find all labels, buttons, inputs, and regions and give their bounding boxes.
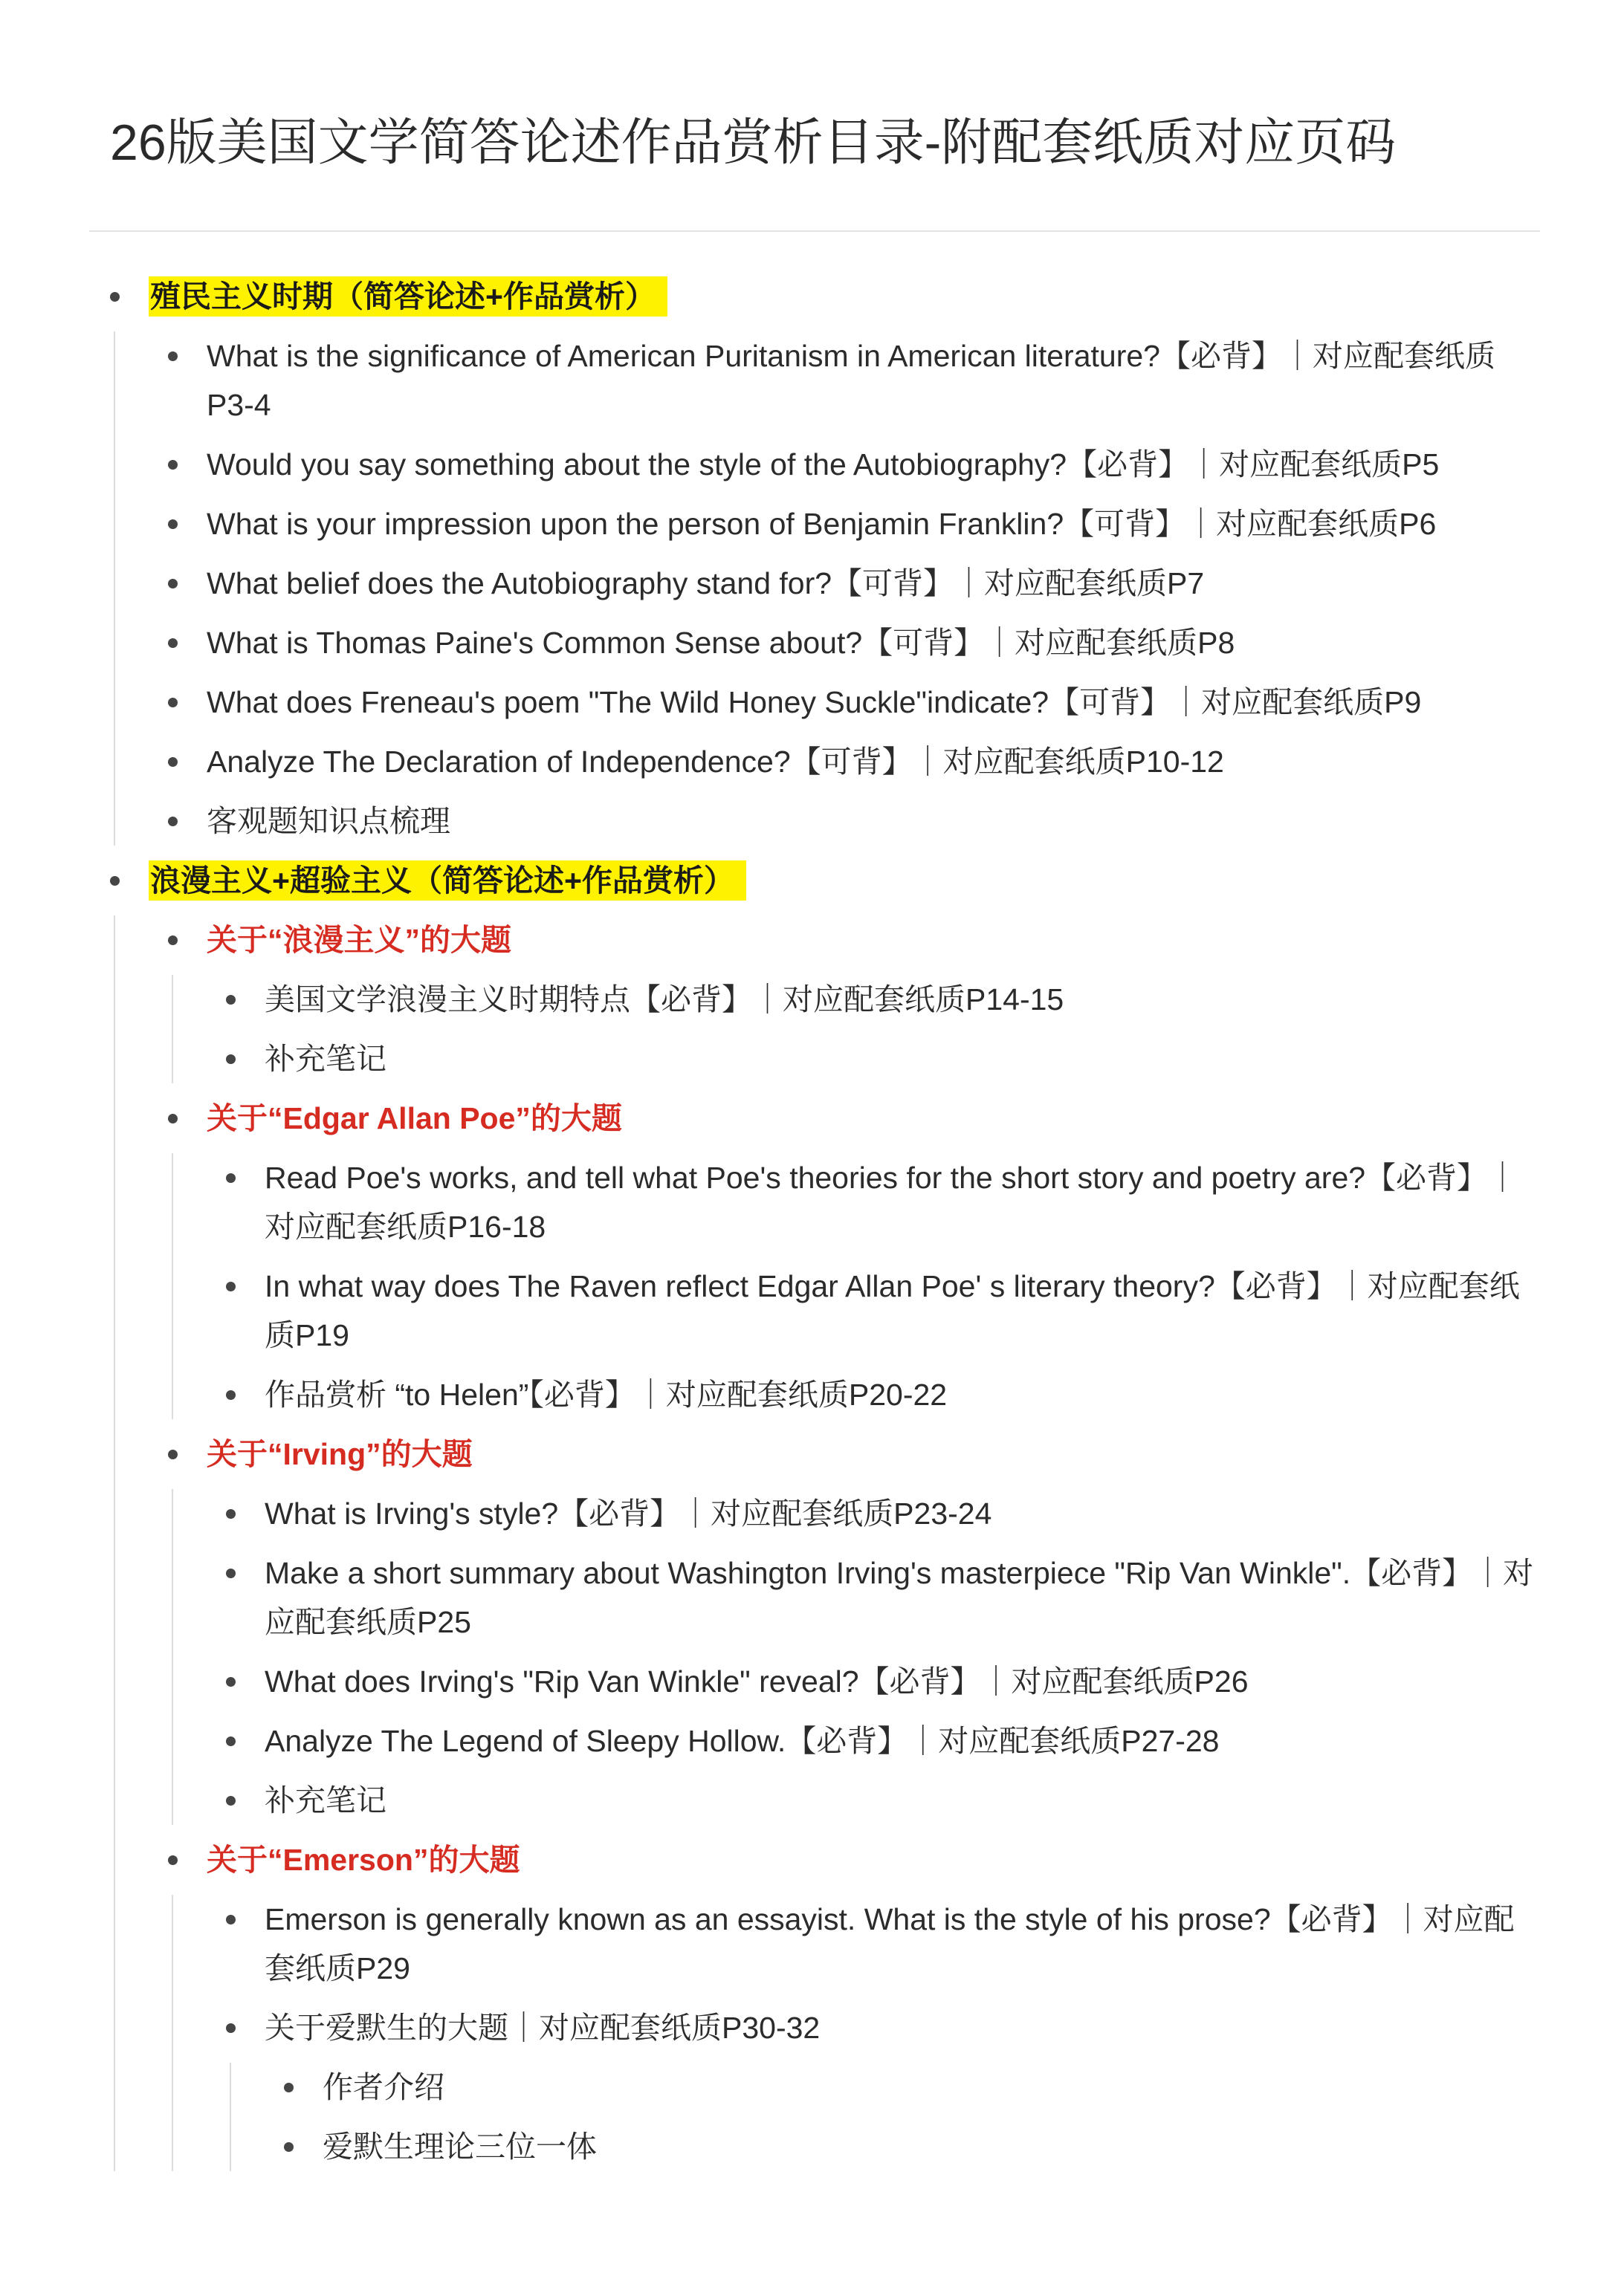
list-item[interactable]: 客观题知识点梳理	[0, 797, 1624, 846]
list-item[interactable]: What is the significance of American Puritanism in American literature?【必背】｜对应配套纸质P3-4	[0, 331, 1624, 429]
list-item[interactable]: Make a short summary about Washington Irving's masterpiece "Rip Van Winkle".【必背】｜对应配套纸质P25	[0, 1548, 1624, 1647]
page-title: 26版美国文学简答论述作品赏析目录-附配套纸质对应页码	[110, 114, 1397, 171]
subgroup-items	[0, 2063, 1624, 2171]
group-emerson	[0, 1835, 1624, 2171]
section-heading[interactable]	[0, 272, 1624, 321]
section-romanticism	[0, 856, 1624, 2171]
section-heading-text: 殖民主义时期（简答论述+作品赏析）	[149, 276, 667, 317]
list-item[interactable]: Analyze The Legend of Sleepy Hollow.【必背】｜对应配套纸质P27-28	[0, 1716, 1624, 1765]
section-groups	[0, 915, 1624, 2171]
group-irving	[0, 1430, 1624, 1825]
list-item[interactable]: What is Thomas Paine's Common Sense about?【可背】｜对应配套纸质P8	[0, 618, 1624, 667]
subgroup-heading[interactable]: 关于爱默生的大题｜对应配套纸质P30-32	[0, 2003, 1624, 2052]
subgroup-emerson-questions	[0, 2003, 1624, 2171]
group-romanticism	[0, 915, 1624, 1083]
list-item[interactable]: What is your impression upon the person of Benjamin Franklin?【可背】｜对应配套纸质P6	[0, 499, 1624, 548]
list-item[interactable]: Read Poe's works, and tell what Poe's theories for the short story and poetry are?【必背】｜对应配套纸质P16-18	[0, 1153, 1624, 1251]
group-heading[interactable]: 关于“Irving”的大题	[0, 1430, 1624, 1479]
group-heading[interactable]: 关于“浪漫主义”的大题	[0, 915, 1624, 964]
group-items	[0, 975, 1624, 1083]
group-items	[0, 1153, 1624, 1419]
group-poe	[0, 1094, 1624, 1419]
list-item[interactable]: What is Irving's style?【必背】｜对应配套纸质P23-24	[0, 1489, 1624, 1538]
title-divider	[89, 230, 1540, 232]
section-items	[0, 331, 1624, 846]
list-item[interactable]: 补充笔记	[0, 1034, 1624, 1083]
list-item[interactable]: What belief does the Autobiography stand for?【可背】｜对应配套纸质P7	[0, 559, 1624, 608]
group-items	[0, 1489, 1624, 1825]
group-heading[interactable]: 关于“Edgar Allan Poe”的大题	[0, 1094, 1624, 1143]
list-item[interactable]: What does Irving's "Rip Van Winkle" reveal?【必背】｜对应配套纸质P26	[0, 1657, 1624, 1706]
list-item[interactable]: Emerson is generally known as an essayist. What is the style of his prose?【必背】｜对应配套纸质P29	[0, 1895, 1624, 1993]
list-item[interactable]: 作者介绍	[0, 2063, 1624, 2112]
list-item[interactable]: 爱默生理论三位一体	[0, 2122, 1624, 2171]
list-item[interactable]: In what way does The Raven reflect Edgar Allan Poe' s literary theory?【必背】｜对应配套纸质P19	[0, 1262, 1624, 1360]
list-item[interactable]: What does Freneau's poem "The Wild Honey Suckle"indicate?【可背】｜对应配套纸质P9	[0, 678, 1624, 727]
section-heading[interactable]	[0, 856, 1624, 905]
group-items	[0, 1895, 1624, 2171]
outline-list	[0, 272, 1624, 2182]
list-item[interactable]: 补充笔记	[0, 1776, 1624, 1825]
list-item[interactable]: 作品赏析 “to Helen”【必背】｜对应配套纸质P20-22	[0, 1370, 1624, 1419]
section-heading-text: 浪漫主义+超验主义（简答论述+作品赏析）	[149, 860, 746, 901]
list-item[interactable]: 美国文学浪漫主义时期特点【必背】｜对应配套纸质P14-15	[0, 975, 1624, 1024]
group-heading[interactable]: 关于“Emerson”的大题	[0, 1835, 1624, 1884]
list-item[interactable]: Analyze The Declaration of Independence?【可背】｜对应配套纸质P10-12	[0, 737, 1624, 786]
section-colonial	[0, 272, 1624, 846]
list-item[interactable]: Would you say something about the style of the Autobiography?【必背】｜对应配套纸质P5	[0, 440, 1624, 489]
